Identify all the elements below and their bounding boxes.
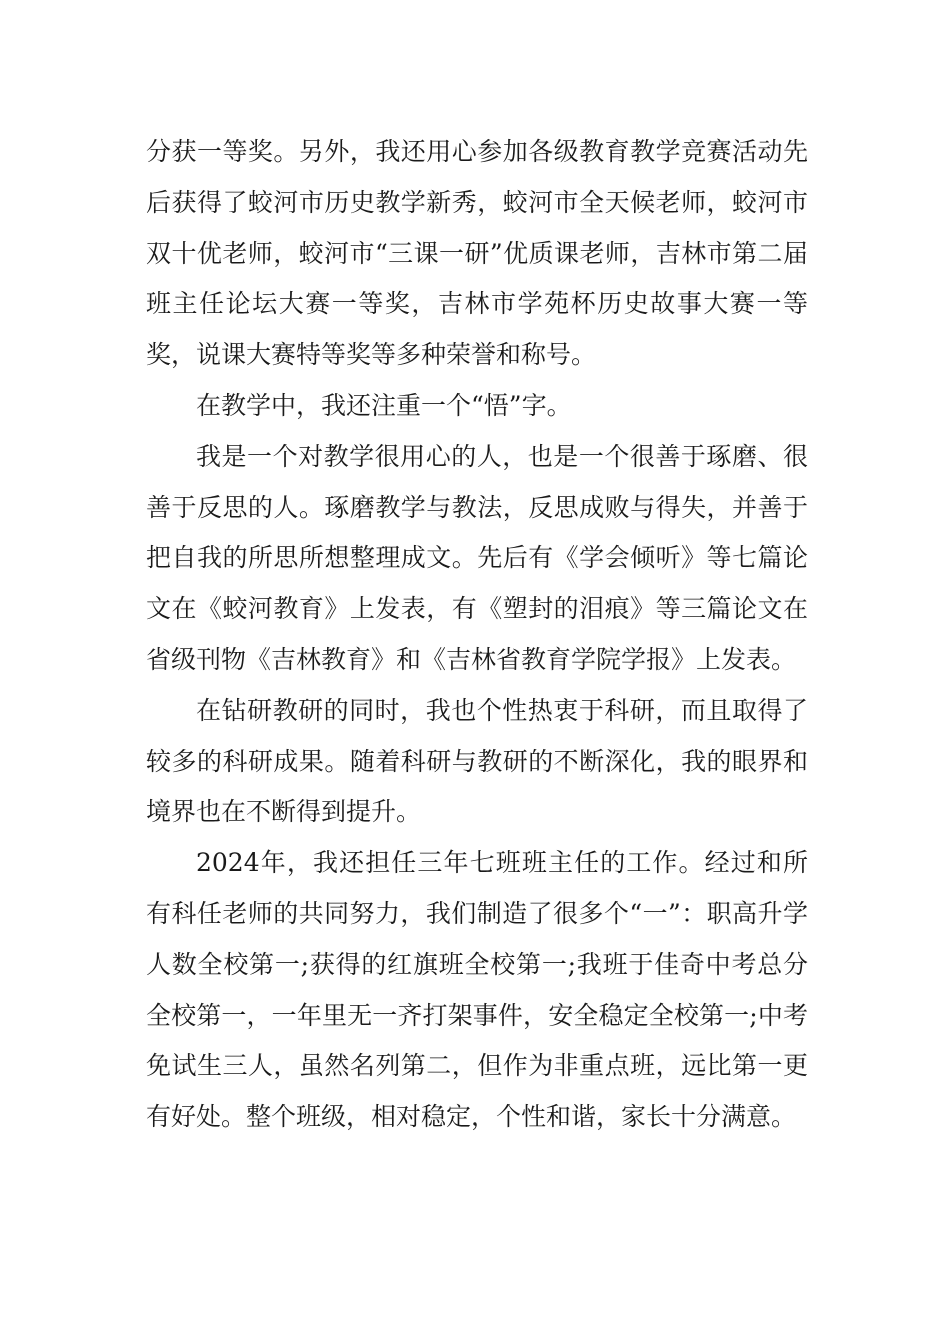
document-body — [146, 127, 808, 1143]
paragraph-head-teacher: 2024年，我还担任三年七班班主任的工作。经过和所有科任老师的共同努力，我们制造了很多个“一”：职高升学人数全校第一;获得的红旗班全校第一;我班于佳奇中考总分全校第一，一年里无一齐打架事件，安全稳定全校第一;中考免试生三人，虽然名列第二，但作为非重点班，远比第一更有好处。整个班级，相对稳定，个性和谐，家长十分满意。 — [146, 848, 808, 1132]
paragraph-reflection-papers: 我是一个对教学很用心的人，也是一个很善于琢磨、很善于反思的人。琢磨教学与教法，反思成败与得失，并善于把自我的所思所想整理成文。先后有《学会倾听》等七篇论文在《蛟河教育》上发表，有《塑封的泪痕》等三篇论文在省级刊物《吉林教育》和《吉林省教育学院学报》上发表。 — [146, 441, 808, 674]
paragraph-awards-continued: 分获一等奖。另外，我还用心参加各级教育教学竞赛活动先后获得了蛟河市历史教学新秀，蛟河市全天候老师，蛟河市双十优老师，蛟河市“三课一研”优质课老师，吉林市第二届班主任论坛大赛一等奖，吉林市学苑杯历史故事大赛一等奖，说课大赛特等奖等多种荣誉和称号。 — [146, 137, 808, 370]
paragraph-wu-principle: 在教学中，我还注重一个“悟”字。 — [196, 390, 572, 420]
paragraph-research: 在钻研教研的同时，我也个性热衷于科研，而且取得了较多的科研成果。随着科研与教研的不断深化，我的眼界和境界也在不断得到提升。 — [146, 695, 808, 827]
